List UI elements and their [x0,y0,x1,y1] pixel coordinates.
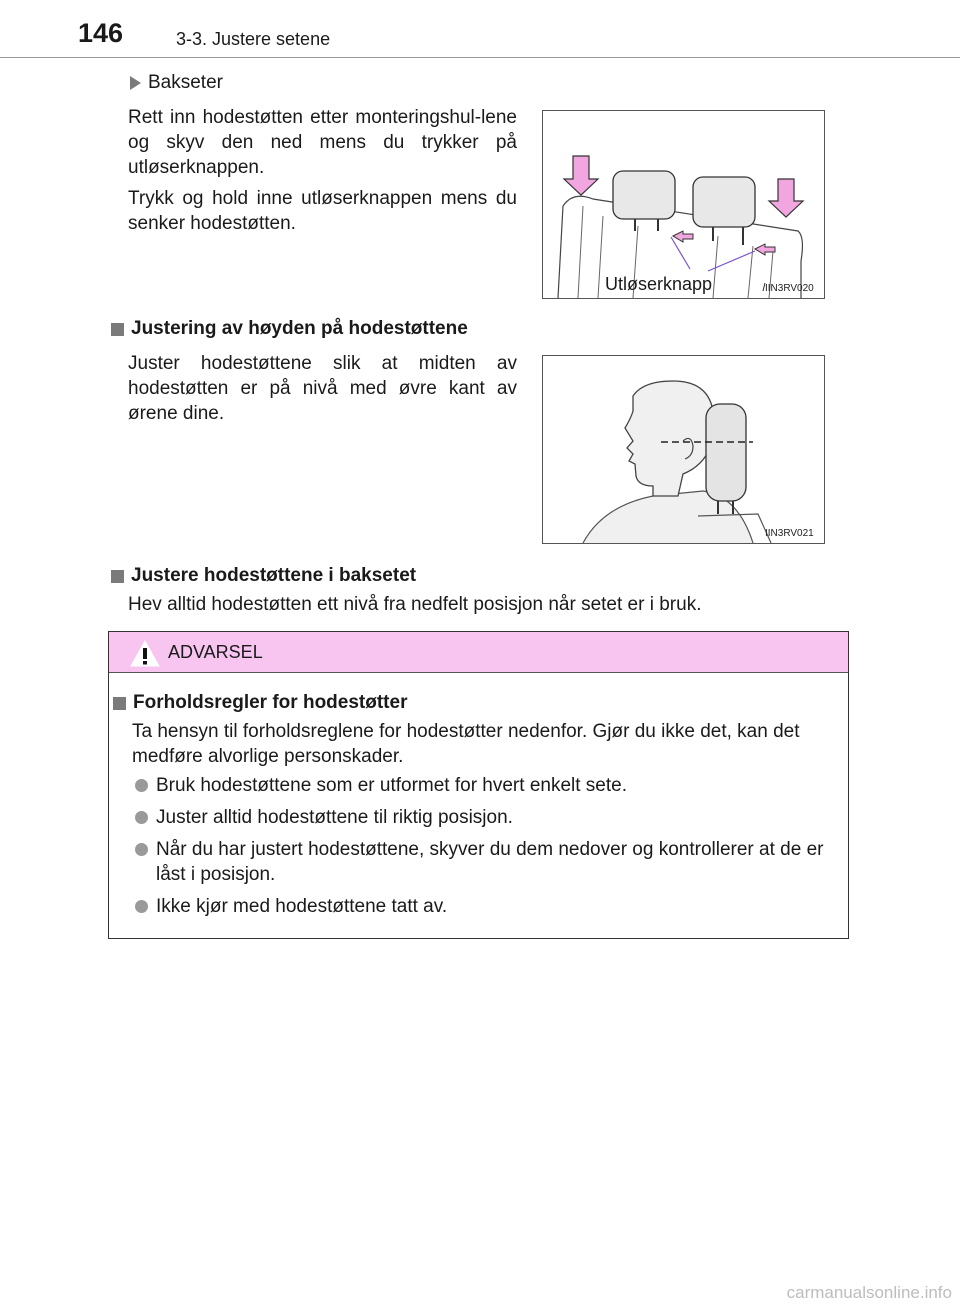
warning-bullet-text: Bruk hodestøttene som er utformet for hvert enkelt sete. [156,775,627,796]
rear-seats-paragraph-2: Trykk og hold inne utløserknappen mens du senker hodestøtten. [128,188,517,234]
warning-bullet-text: Ikke kjør med hodestøttene tatt av. [156,896,448,917]
rear-headrest-figure [542,110,825,299]
rear-seats-paragraph-1: Rett inn hodestøtten etter monteringshul-lene og skyv den ned mens du trykker på utløserknappen. [128,107,517,178]
list-item [135,894,845,919]
warning-title: ADVARSEL [168,642,263,662]
warning-subheading [113,692,407,714]
rear-seats-heading [130,72,223,94]
section-title: 3-3. Justere setene [176,29,331,49]
square-bullet-icon [111,570,124,583]
warning-box [108,631,849,939]
bullet-dot-icon [135,811,148,824]
rear-seat-headrest-illustration [543,111,824,298]
warning-subheading-text: Forholdsregler for hodestøtter [133,692,408,713]
header-divider [0,57,960,58]
head-position-figure [542,355,825,544]
release-button-label: Utløserknapp [605,274,713,294]
rear-adjust-heading-text: Justere hodestøttene i baksetet [131,565,417,586]
height-adjust-heading-text: Justering av høyden på hodestøttene [131,318,468,339]
bullet-dot-icon [135,900,148,913]
rear-adjust-paragraph: Hev alltid hodestøtten ett nivå fra nedfelt posisjon når setet er i bruk. [128,594,702,615]
warning-header [109,632,848,673]
square-bullet-icon [113,697,126,710]
rear-adjust-heading [111,565,416,587]
bullet-dot-icon [135,779,148,792]
bullet-dot-icon [135,843,148,856]
watermark: carmanualsonline.info [786,1283,952,1302]
square-bullet-icon [111,323,124,336]
height-adjust-paragraph: Juster hodestøttene slik at midten av hodestøtten er på nivå med øvre kant av ørene dine. [128,353,517,424]
warning-intro: Ta hensyn til forholdsreglene for hodestøtter nedenfor. Gjør du ikke det, kan det medføre alvorlige personskader. [132,721,800,767]
figure-code-020: IIN3RV020 [765,283,814,294]
height-adjust-heading [111,318,468,340]
list-item [135,837,845,887]
list-item [135,773,845,798]
warning-triangle-icon [130,640,160,667]
list-item [135,805,845,830]
head-headrest-illustration [543,356,824,543]
rear-seats-heading-text: Bakseter [148,72,223,93]
figure-code-021: IIN3RV021 [765,528,814,539]
warning-bullet-text: Juster alltid hodestøttene til riktig posisjon. [156,807,513,828]
warning-bullet-text: Når du har justert hodestøttene, skyver du dem nedover og kontrollerer at de er låst i posisjon. [156,839,824,885]
page-number: 146 [78,18,124,48]
triangle-bullet-icon [130,76,141,90]
